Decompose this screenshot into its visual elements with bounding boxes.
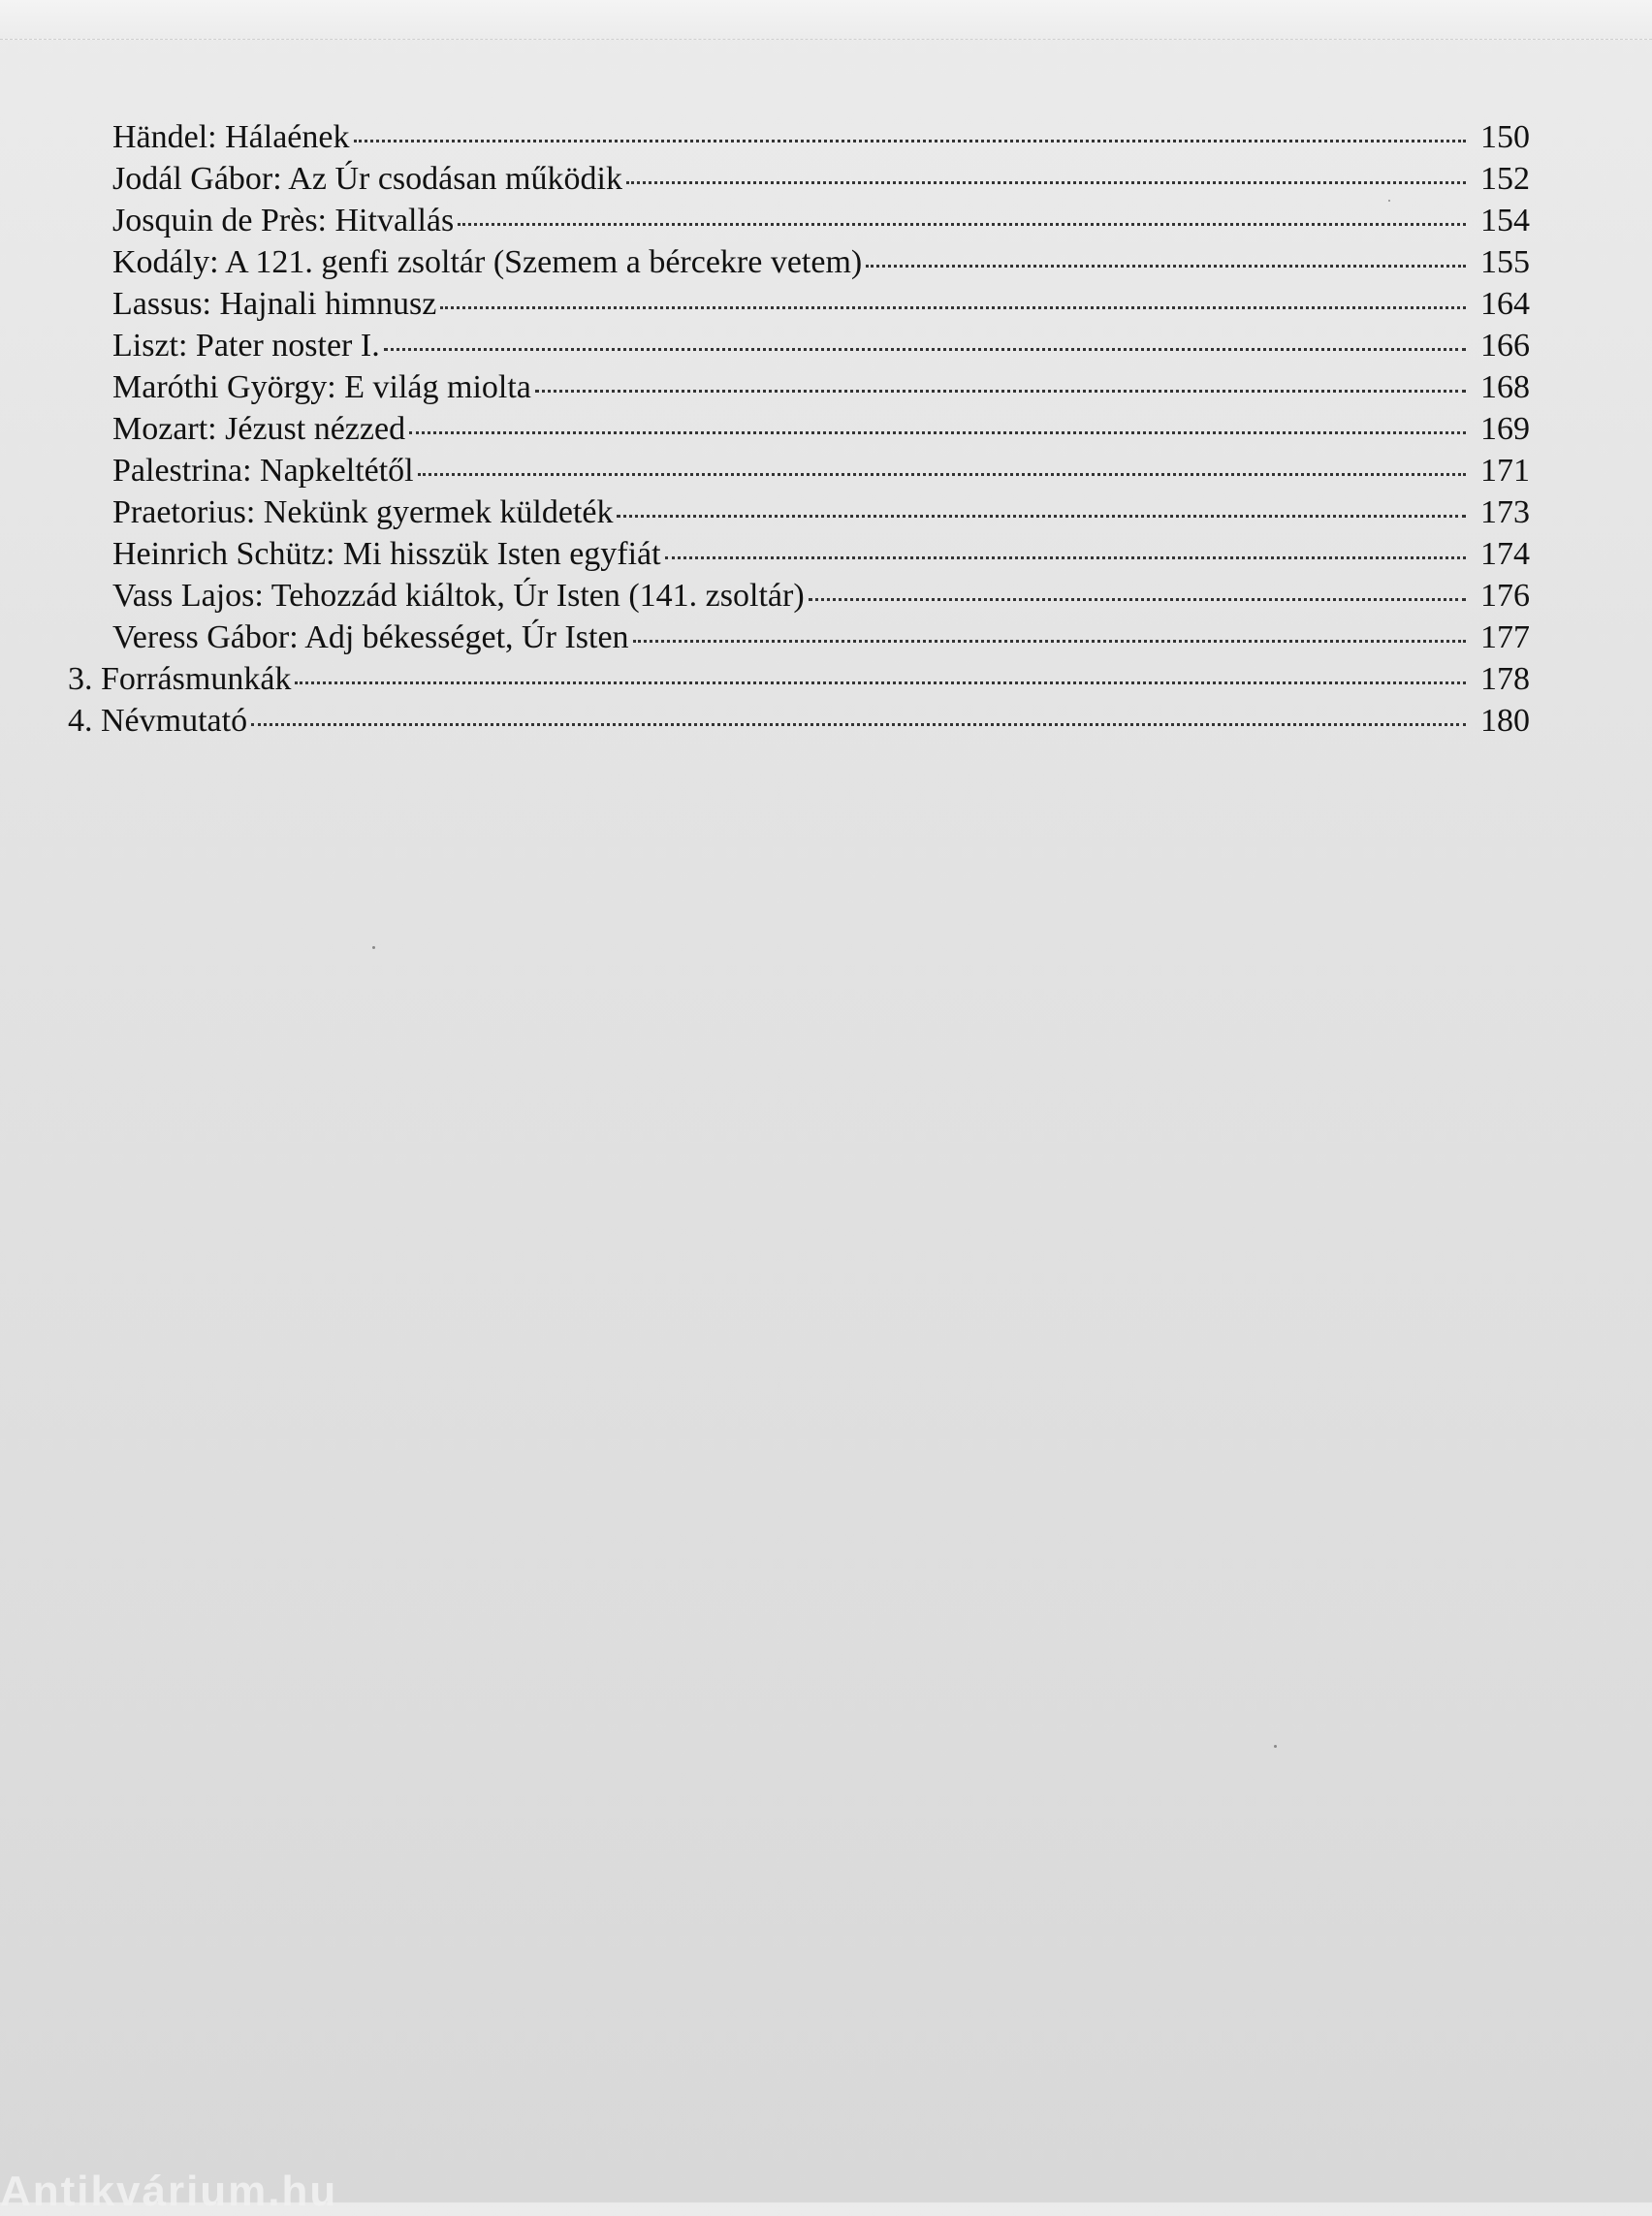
paper-speck (1274, 1745, 1277, 1748)
toc-entry (66, 366, 1530, 408)
toc-entry (66, 200, 1530, 241)
toc-entry-page: 168 (1480, 369, 1530, 405)
toc-entry (66, 450, 1530, 491)
toc-dot-leader (617, 515, 1466, 518)
toc-entry-title: Händel: Hálaének (112, 119, 350, 155)
toc-entry-page: 166 (1480, 328, 1530, 364)
toc-entry (66, 658, 1530, 700)
toc-entry-page: 178 (1480, 661, 1530, 697)
toc-entry-title: 3. Forrásmunkák (68, 661, 292, 697)
toc-entry-title: Mozart: Jézust nézzed (112, 411, 406, 447)
toc-entry (66, 408, 1530, 450)
toc-dot-leader (295, 681, 1466, 684)
toc-entry-title: 4. Névmutató (68, 703, 248, 739)
toc-entry-title: Maróthi György: E világ miolta (112, 369, 531, 405)
toc-entry-title: Palestrina: Napkeltétől (112, 453, 414, 489)
toc-entry (66, 283, 1530, 325)
toc-entry-page: 177 (1480, 619, 1530, 655)
toc-entry-page: 154 (1480, 203, 1530, 238)
toc-dot-leader (251, 723, 1466, 726)
toc-entry (66, 158, 1530, 200)
toc-entry-title: Vass Lajos: Tehozzád kiáltok, Úr Isten (141. zsoltár) (112, 578, 805, 614)
toc-dot-leader (809, 598, 1466, 601)
toc-entry (66, 241, 1530, 283)
toc-entry-page: 171 (1480, 453, 1530, 489)
toc-entry-page: 174 (1480, 536, 1530, 572)
watermark-text: Antikvárium.hu (0, 2168, 338, 2215)
toc-dot-leader (409, 431, 1466, 434)
toc-dot-leader (440, 306, 1466, 309)
toc-entry-title: Lassus: Hajnali himnusz (112, 286, 437, 322)
toc-entry-title: Liszt: Pater noster I. (112, 328, 380, 364)
toc-entry-page: 180 (1480, 703, 1530, 739)
toc-dot-leader (354, 140, 1467, 142)
toc-entry-page: 155 (1480, 244, 1530, 280)
toc-entry-page: 150 (1480, 119, 1530, 155)
paper-speck (1388, 200, 1390, 202)
toc-entry-title: Heinrich Schütz: Mi hisszük Isten egyfiát (112, 536, 661, 572)
toc-entry-title: Praetorius: Nekünk gyermek küldeték (112, 494, 614, 530)
toc-entry-page: 169 (1480, 411, 1530, 447)
toc-entry (66, 325, 1530, 366)
toc-entry-page: 176 (1480, 578, 1530, 614)
toc-dot-leader (866, 265, 1466, 268)
toc-dot-leader (626, 181, 1466, 184)
toc-dot-leader (633, 640, 1466, 643)
toc-entry-title: Josquin de Près: Hitvallás (112, 203, 455, 238)
toc-entry-page: 152 (1480, 161, 1530, 197)
toc-dot-leader (384, 348, 1466, 351)
page-top-edge (0, 0, 1652, 40)
toc-entry (66, 491, 1530, 533)
toc-dot-leader (665, 556, 1466, 559)
toc-entry (66, 617, 1530, 658)
toc-entry (66, 116, 1530, 158)
paper-speck (372, 946, 375, 949)
toc-dot-leader (418, 473, 1466, 476)
table-of-contents (66, 116, 1530, 742)
toc-entry (66, 575, 1530, 617)
toc-dot-leader (535, 390, 1466, 393)
toc-entry (66, 700, 1530, 742)
toc-dot-leader (458, 223, 1466, 226)
toc-entry-title: Kodály: A 121. genfi zsoltár (Szemem a bércekre vetem) (112, 244, 863, 280)
toc-entry-page: 173 (1480, 494, 1530, 530)
toc-entry-page: 164 (1480, 286, 1530, 322)
toc-entry-title: Veress Gábor: Adj békességet, Úr Isten (112, 619, 629, 655)
toc-entry (66, 533, 1530, 575)
toc-entry-title: Jodál Gábor: Az Úr csodásan működik (112, 161, 622, 197)
